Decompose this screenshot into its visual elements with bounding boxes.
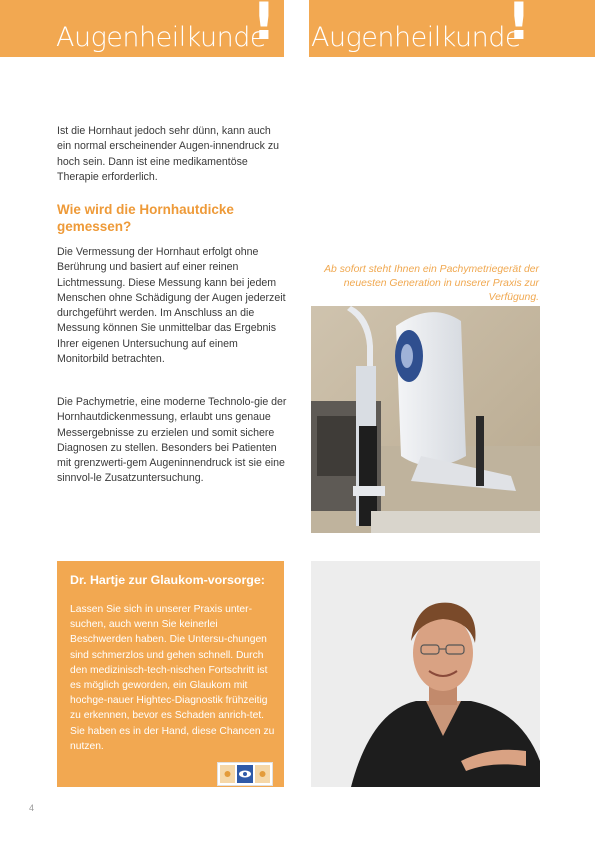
page-number: 4: [29, 803, 35, 813]
header-banner-left: [0, 0, 284, 57]
header-title-right: Augenheilkunde: [311, 22, 522, 53]
info-box-text: Lassen Sie sich in unserer Praxis unter-suchen, auch wenn Sie keinerlei Beschwerden haben. Die Untersu-chungen sind schmerzlos und gehen schnell. Durch den medizinisch-tech-nischen Fortschritt ist es möglich geworden, ein Glaukom mit hochge-nauer Hightec-Diagnostik frühzeitig zu erkennen, bevor es Schaden anrich-tet. Sie haben es in der Hand, diese Chancen zu nutzen.: [70, 604, 275, 752]
pachymeter-illustration: [311, 306, 540, 533]
intro-paragraph: Ist die Hornhaut jedoch sehr dünn, kann auch ein normal erscheinender Augen-innendruck zu hoch sein. Dann ist eine medikamentöse Therapie erforderlich.: [57, 125, 280, 183]
photo-caption: Ab sofort steht Ihnen ein Pachymetriegerät der neuesten Generation in unserer Praxis zur Verfügung.: [324, 264, 539, 303]
practice-logo: [217, 762, 273, 786]
eye-logo-icon: [218, 763, 272, 785]
header-title-left: Augenheilkunde: [56, 22, 267, 53]
header-banner-right: [309, 0, 595, 57]
body-paragraph-1: Die Vermessung der Hornhaut erfolgt ohne Berührung und basiert auf einer reinen Lichtmessung. Diese Messung kann bei jedem Menschen ohne Schädigung der Augen jederzeit durchgeführt werden. Im Anschluss an die Messung können Sie unmittelbar das Ergebnis Ihrer eigenen Untersuchung auf einem Monitorbild betrachten.: [57, 246, 286, 366]
info-box-title: Dr. Hartje zur Glaukom-vorsorge:: [70, 573, 265, 587]
doctor-portrait-illustration: [311, 561, 540, 787]
body-paragraph-2: Die Pachymetrie, eine moderne Technolo-gie der Hornhautdickenmessung, erlaubt uns genaue Messergebnisse zu erzielen und somit sichere Diagnosen zu stellen. Besonders bei Patienten mit grenzwerti-gem Augeninnendruck ist sie eine sinnvol-le Zusatzuntersuchung.: [57, 396, 287, 485]
section-heading: Wie wird die Hornhautdicke gemessen?: [57, 202, 234, 234]
glaukom-info-box: [57, 561, 284, 787]
pachymeter-photo: [311, 306, 540, 533]
header-exclamation-left: !: [252, 0, 276, 52]
header-exclamation-right: !: [507, 0, 531, 52]
doctor-portrait-photo: [311, 561, 540, 787]
